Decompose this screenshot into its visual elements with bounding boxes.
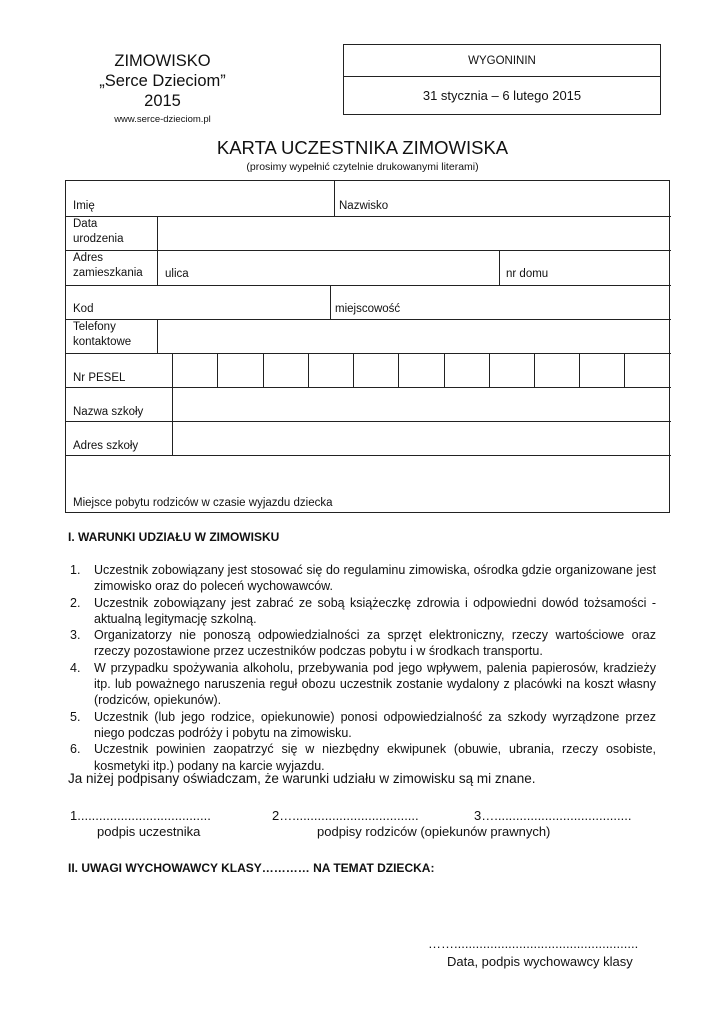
org-name: ZIMOWISKO <box>114 52 211 70</box>
org-website: www.serce-dzieciom.pl <box>114 114 211 125</box>
house-number-label: nr domu <box>506 268 549 280</box>
phones-label: Telefony kontaktowe <box>73 321 132 348</box>
org-motto: „Serce Dzieciom” <box>99 72 226 90</box>
teacher-signature-line: ……................................................... <box>428 936 639 951</box>
camp-dates: 31 stycznia – 6 lutego 2015 <box>422 88 582 103</box>
camp-info-box <box>343 44 661 115</box>
participant-form <box>65 180 670 513</box>
teacher-signature-label: Data, podpis wychowawcy klasy <box>447 954 633 969</box>
page-subtitle: (prosimy wypełnić czytelnie drukowanymi literami) <box>246 161 479 173</box>
list-item: 3. Organizatorzy nie ponoszą odpowiedzialności za sprzęt elektroniczny, rzeczy wartościowe oraz rzeczy pozostawione przez uczestników podczas pobytu i w środkach transportu. <box>70 628 656 659</box>
city-label: miejscowość <box>335 303 401 315</box>
birth-date-label: Data urodzenia <box>73 218 124 245</box>
signature-line-participant: 1..................................... <box>70 808 211 823</box>
declaration-text: Ja niżej podpisany oświadczam, że warunki udziału w zimowisku są mi znane. <box>68 771 536 786</box>
school-name-label: Nazwa szkoły <box>73 406 144 418</box>
section-1-heading: I. WARUNKI UDZIAŁU W ZIMOWISKU <box>68 530 280 544</box>
camp-location: WYGONININ <box>344 45 660 77</box>
street-label: ulica <box>165 268 189 280</box>
list-item: 1. Uczestnik zobowiązany jest stosować się do regulaminu zimowiska, ośrodka gdzie organizowane jest zimowisko oraz do poleceń wychowawców. <box>70 563 656 594</box>
pesel-label: Nr PESEL <box>73 372 126 384</box>
signature-line-parent-1: 2…................................... <box>272 808 419 823</box>
organizer-block <box>60 51 265 127</box>
list-item: 5. Uczestnik (lub jego rodzice, opiekunowie) ponosi odpowiedzialność za szkody wyrządzone przez niego podczas podróży i pobytu na zimowisku. <box>70 709 656 740</box>
last-name-label: Nazwisko <box>339 200 389 212</box>
address-label: Adres zamieszkania <box>73 252 143 279</box>
page-title: KARTA UCZESTNIKA ZIMOWISKA <box>216 137 509 158</box>
school-address-label: Adres szkoły <box>73 440 139 452</box>
participant-signature-label: podpis uczestnika <box>97 824 201 839</box>
list-item: 6. Uczestnik powinien zaopatrzyć się w niezbędny ekwipunek (obuwie, ubrania, rzeczy osobiste, kosmetyki itp.) podany na karcie wyjazdu. <box>70 742 656 773</box>
first-name-label: Imię <box>73 200 95 212</box>
rules-list <box>70 562 656 774</box>
signature-line-parent-2: 3…...................................... <box>474 808 632 823</box>
list-item: 4. W przypadku spożywania alkoholu, przebywania pod jego wpływem, palenia papierosów, kradzieży itp. lub poważnego naruszenia reguł obozu uczestnik zostanie wydalony z placówki na koszt własny (rodziców, opiekunów). <box>70 660 656 708</box>
section-2-heading: II. UWAGI WYCHOWAWCY KLASY………… NA TEMAT DZIECKA: <box>68 861 435 875</box>
parents-location-label: Miejsce pobytu rodziców w czasie wyjazdu dziecka <box>73 497 333 509</box>
parents-signature-label: podpisy rodziców (opiekunów prawnych) <box>317 824 551 839</box>
list-item: 2. Uczestnik zobowiązany jest zabrać ze sobą książeczkę zdrowia i odpowiedni dowód tożsamości - aktualną legitymację szkolną. <box>70 595 656 626</box>
org-year: 2015 <box>144 92 181 110</box>
postal-code-label: Kod <box>73 303 94 315</box>
